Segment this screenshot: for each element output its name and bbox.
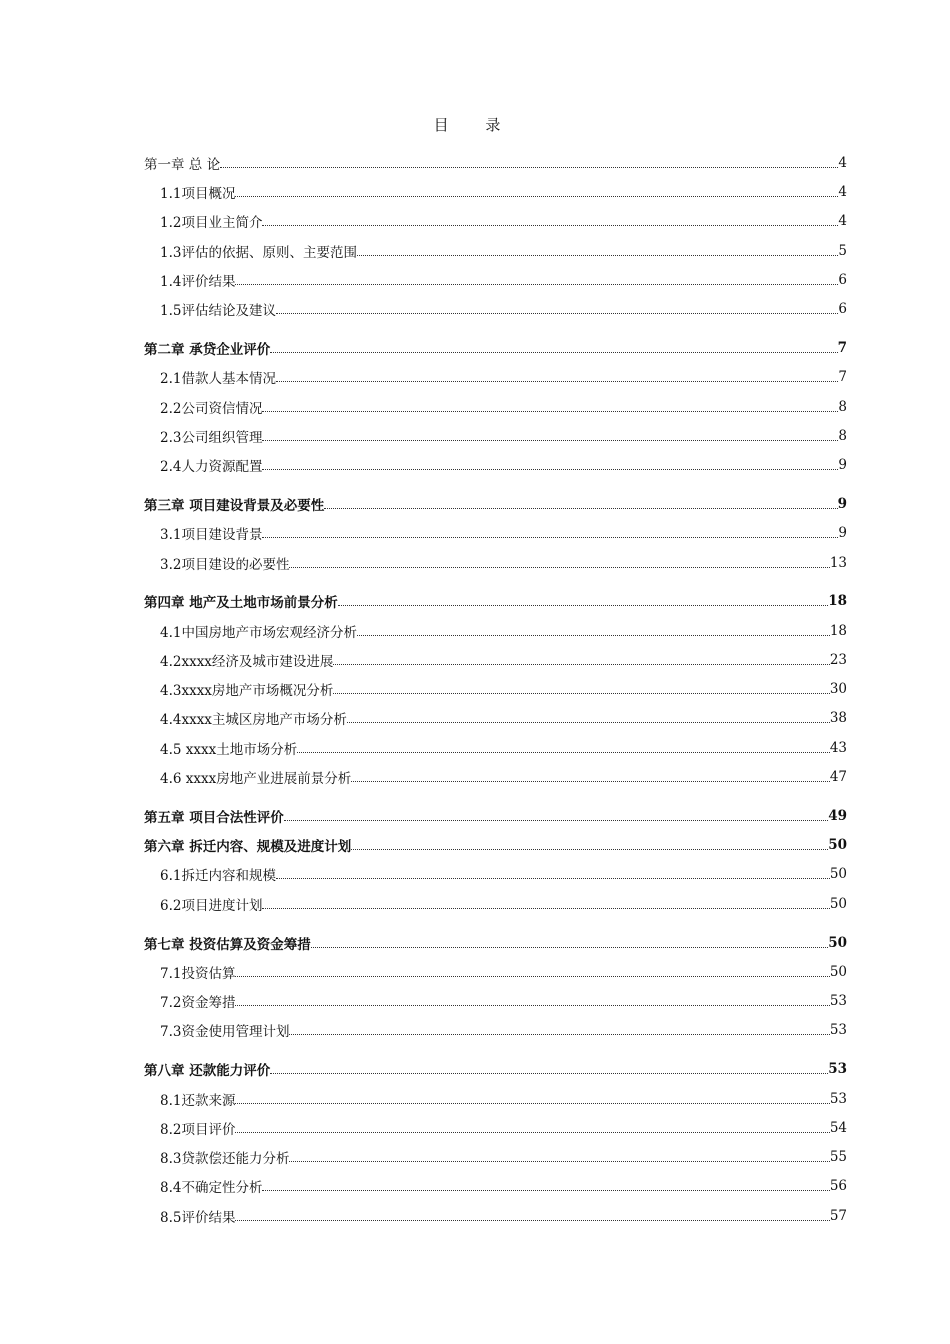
- table-of-contents: [144, 148, 847, 1230]
- toc-entry-label: 8.5评价结果: [160, 1209, 236, 1226]
- toc-page-number: 43: [829, 739, 847, 756]
- toc-page-number: 53: [828, 1061, 847, 1078]
- toc-section-entry[interactable]: [144, 1201, 847, 1230]
- toc-entry-label: 4.1中国房地产市场宏观经济分析: [160, 624, 357, 641]
- dot-leader: [276, 877, 830, 879]
- toc-entry-label: 第三章 项目建设背景及必要性: [144, 497, 325, 514]
- toc-entry-label: 2.4人力资源配置: [160, 459, 263, 476]
- toc-entry-label: 3.1项目建设背景: [160, 527, 263, 544]
- dot-leader: [276, 380, 838, 382]
- toc-chapter-entry[interactable]: [144, 148, 847, 177]
- dot-leader: [276, 312, 838, 314]
- toc-section-entry[interactable]: [144, 392, 847, 421]
- toc-entry-label: 第五章 项目合法性评价: [144, 809, 284, 826]
- toc-section-entry[interactable]: [144, 519, 847, 548]
- toc-entry-label: 1.4评价结果: [160, 273, 236, 290]
- dot-leader: [311, 946, 829, 948]
- toc-entry-label: 8.3贷款偿还能力分析: [160, 1151, 290, 1168]
- toc-entry-label: 1.3评估的依据、原则、主要范围: [160, 244, 357, 261]
- toc-page-number: 18: [828, 593, 847, 610]
- toc-entry-label: 7.1投资估算: [160, 965, 236, 982]
- toc-section-entry[interactable]: [144, 363, 847, 392]
- dot-leader: [333, 692, 829, 694]
- toc-page-number: 38: [829, 710, 847, 727]
- toc-section-entry[interactable]: [144, 762, 847, 791]
- toc-page-number: 49: [828, 807, 847, 824]
- toc-entry-label: 第一章 总 论: [144, 156, 221, 173]
- toc-page-number: 8: [838, 427, 847, 444]
- dot-leader: [262, 536, 838, 538]
- toc-entry-label: 4.4xxxx主城区房地产市场分析: [160, 712, 347, 729]
- toc-chapter-entry[interactable]: [144, 333, 847, 362]
- toc-entry-label: 8.2项目评价: [160, 1121, 236, 1138]
- dot-leader: [289, 1033, 829, 1035]
- toc-page-number: 7: [837, 339, 847, 356]
- toc-entry-label: 7.3资金使用管理计划: [160, 1024, 290, 1041]
- toc-page-number: 4: [838, 183, 847, 200]
- toc-entry-label: 1.2项目业主简介: [160, 215, 263, 232]
- toc-entry-label: 第六章 拆迁内容、规模及进度计划: [144, 839, 352, 856]
- toc-page-number: 18: [829, 622, 847, 639]
- toc-entry-label: 8.1还款来源: [160, 1092, 236, 1109]
- toc-section-entry[interactable]: [144, 1084, 847, 1113]
- toc-page-number: 30: [829, 681, 847, 698]
- dot-leader: [235, 1131, 829, 1133]
- toc-section-entry[interactable]: [144, 645, 847, 674]
- toc-section-entry[interactable]: [144, 675, 847, 704]
- toc-page-number: 47: [829, 769, 847, 786]
- toc-entry-label: 8.4不确定性分析: [160, 1180, 263, 1197]
- dot-leader: [235, 195, 838, 197]
- toc-entry-label: 第八章 还款能力评价: [144, 1063, 271, 1080]
- toc-page-number: 50: [829, 895, 847, 912]
- toc-section-entry[interactable]: [144, 265, 847, 294]
- toc-page-number: 50: [829, 866, 847, 883]
- toc-section-entry[interactable]: [144, 548, 847, 577]
- toc-page-number: 55: [829, 1149, 847, 1166]
- toc-page-number: 4: [838, 213, 847, 230]
- dot-leader: [324, 507, 837, 509]
- toc-page-number: 4: [838, 154, 847, 171]
- toc-page-number: 53: [829, 1090, 847, 1107]
- toc-chapter-entry[interactable]: [144, 928, 847, 957]
- toc-section-entry[interactable]: [144, 1172, 847, 1201]
- toc-chapter-entry[interactable]: [144, 587, 847, 616]
- toc-page-number: 7: [838, 369, 847, 386]
- toc-section-entry[interactable]: [144, 733, 847, 762]
- dot-leader: [351, 780, 830, 782]
- toc-chapter-entry[interactable]: [144, 831, 847, 860]
- toc-page-number: 23: [829, 651, 847, 668]
- toc-chapter-entry[interactable]: [144, 489, 847, 518]
- dot-leader: [357, 254, 838, 256]
- toc-section-entry[interactable]: [144, 957, 847, 986]
- dot-leader: [220, 166, 838, 168]
- toc-entry-label: 第四章 地产及土地市场前景分析: [144, 595, 338, 612]
- dot-leader: [338, 604, 829, 606]
- toc-section-entry[interactable]: [144, 177, 847, 206]
- toc-page-number: 6: [838, 301, 847, 318]
- dot-leader: [235, 1102, 829, 1104]
- dot-leader: [357, 634, 830, 636]
- toc-section-entry[interactable]: [144, 236, 847, 265]
- dot-leader: [262, 1189, 829, 1191]
- toc-title: 目 录: [433, 116, 517, 134]
- toc-entry-label: 第七章 投资估算及资金筹措: [144, 936, 311, 953]
- toc-section-entry[interactable]: [144, 616, 847, 645]
- toc-page-number: 57: [829, 1207, 847, 1224]
- toc-page-number: 54: [829, 1119, 847, 1136]
- toc-page-number: 13: [829, 554, 847, 571]
- dot-leader: [297, 751, 830, 753]
- toc-section-entry[interactable]: [144, 421, 847, 450]
- toc-page-number: 9: [838, 457, 847, 474]
- toc-section-entry[interactable]: [144, 860, 847, 889]
- toc-entry-label: 2.3公司组织管理: [160, 429, 263, 446]
- toc-page-number: 53: [829, 993, 847, 1010]
- toc-entry-label: 1.5评估结论及建议: [160, 303, 276, 320]
- toc-entry-label: 7.2资金筹措: [160, 995, 236, 1012]
- dot-leader: [235, 283, 838, 285]
- toc-entry-label: 3.2项目建设的必要性: [160, 556, 290, 573]
- dot-leader: [289, 1160, 829, 1162]
- toc-section-entry[interactable]: [144, 704, 847, 733]
- dot-leader: [270, 351, 837, 353]
- toc-chapter-entry[interactable]: [144, 801, 847, 830]
- toc-entry-label: 4.2xxxx经济及城市建设进展: [160, 653, 334, 670]
- dot-leader: [235, 1004, 829, 1006]
- toc-page-number: 53: [829, 1022, 847, 1039]
- toc-page-number: 5: [838, 242, 847, 259]
- toc-section-entry[interactable]: [144, 207, 847, 236]
- toc-section-entry[interactable]: [144, 987, 847, 1016]
- toc-page-number: 8: [838, 398, 847, 415]
- toc-page-number: 50: [828, 934, 847, 951]
- toc-entry-label: 6.2项目进度计划: [160, 897, 263, 914]
- dot-leader: [235, 1219, 829, 1221]
- dot-leader: [347, 721, 830, 723]
- dot-leader: [351, 848, 828, 850]
- toc-page-number: 50: [829, 963, 847, 980]
- toc-entry-label: 第二章 承贷企业评价: [144, 341, 271, 358]
- toc-entry-label: 4.3xxxx房地产市场概况分析: [160, 683, 334, 700]
- dot-leader: [262, 224, 838, 226]
- dot-leader: [262, 468, 838, 470]
- toc-section-entry[interactable]: [144, 1016, 847, 1045]
- toc-page-number: 9: [838, 525, 847, 542]
- toc-entry-label: 6.1拆迁内容和规模: [160, 868, 276, 885]
- toc-page-number: 9: [837, 495, 847, 512]
- toc-page-number: 6: [838, 271, 847, 288]
- toc-page-number: 50: [828, 837, 847, 854]
- toc-section-entry[interactable]: [144, 1113, 847, 1142]
- toc-section-entry[interactable]: [144, 889, 847, 918]
- toc-entry-label: 2.2公司资信情况: [160, 400, 263, 417]
- dot-leader: [262, 439, 838, 441]
- toc-entry-label: 2.1借款人基本情况: [160, 371, 276, 388]
- toc-entry-label: 1.1项目概况: [160, 185, 236, 202]
- dot-leader: [270, 1072, 828, 1074]
- toc-chapter-entry[interactable]: [144, 1055, 847, 1084]
- toc-section-entry[interactable]: [144, 450, 847, 479]
- dot-leader: [262, 907, 829, 909]
- toc-entry-label: 4.6 xxxx房地产业进展前景分析: [160, 771, 352, 788]
- toc-entry-label: 4.5 xxxx土地市场分析: [160, 741, 298, 758]
- dot-leader: [289, 566, 829, 568]
- dot-leader: [262, 410, 838, 412]
- dot-leader: [235, 975, 829, 977]
- toc-section-entry[interactable]: [144, 294, 847, 323]
- toc-section-entry[interactable]: [144, 1143, 847, 1172]
- toc-page-number: 56: [829, 1178, 847, 1195]
- dot-leader: [284, 819, 829, 821]
- dot-leader: [333, 663, 829, 665]
